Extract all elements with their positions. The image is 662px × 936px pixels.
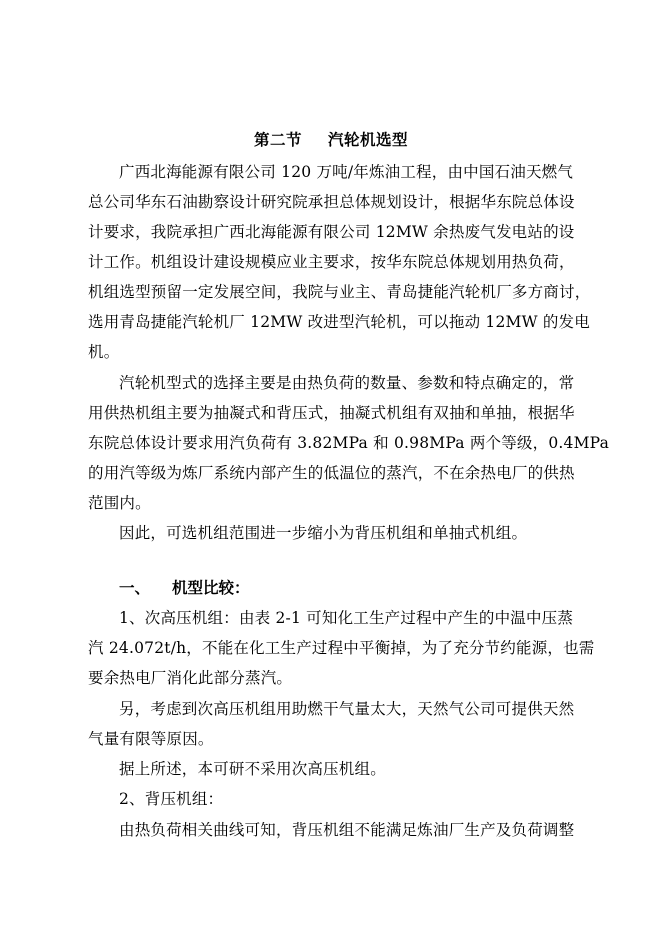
paragraph-1-line: 选用青岛捷能汽轮机厂 12MW 改进型汽轮机，可以拖动 12MW 的发电: [88, 313, 590, 331]
heading-machine-comparison: [119, 576, 250, 598]
paragraph-6: 由热负荷相关曲线可知，背压机组不能满足炼油厂生产及负荷调整: [119, 821, 575, 839]
item-1-line: 汽 24.072t/h，不能在化工生产过程中平衡掉，为了充分节约能源，也需: [88, 639, 595, 657]
section-title: [0, 128, 662, 150]
paragraph-1-line: 广西北海能源有限公司 120 万吨/年炼油工程，由中国石油天燃气: [119, 163, 574, 181]
paragraph-2-line: 汽轮机型式的选择主要是由热负荷的数量、参数和特点确定的，常: [119, 374, 575, 392]
paragraph-4-line: 气量有限等原因。: [88, 730, 214, 748]
paragraph-2-line: 范围内。: [88, 494, 151, 512]
item-1-line: 1、次高压机组：由表 2-1 可知化工生产过程中产生的中温中压蒸: [119, 609, 574, 627]
item-2-heading: 2、背压机组：: [119, 790, 224, 808]
heading-number: 一、: [119, 579, 151, 597]
paragraph-1-line: 计工作。机组设计建设规模应业主要求，按华东院总体规划用热负荷，: [88, 253, 575, 271]
paragraph-5: 据上所述，本可研不采用次高压机组。: [119, 760, 386, 778]
section-number: 第二节: [253, 131, 302, 149]
paragraph-1-line: 机。: [88, 343, 120, 361]
paragraph-1-line: 总公司华东石油勘察设计研究院承担总体规划设计，根据华东院总体设: [88, 193, 575, 211]
section-name: 汽轮机选型: [328, 131, 409, 149]
paragraph-1-line: 机组选型预留一定发展空间，我院与业主、青岛捷能汽轮机厂多方商讨，: [88, 283, 591, 301]
item-1-line: 要余热电厂消化此部分蒸汽。: [88, 669, 293, 687]
paragraph-4-line: 另，考虑到次高压机组用助燃干气量太大，天然气公司可提供天然: [119, 700, 575, 718]
paragraph-3: 因此，可选机组范围进一步缩小为背压机组和单抽式机组。: [119, 524, 528, 542]
paragraph-1-line: 计要求，我院承担广西北海能源有限公司 12MW 余热废气发电站的设: [88, 223, 575, 241]
paragraph-2-line: 东院总体设计要求用汽负荷有 3.82MPa 和 0.98MPa 两个等级，0.4MPa: [88, 434, 610, 452]
paragraph-2-line: 的用汽等级为炼厂系统内部产生的低温位的蒸汽，不在余热电厂的供热: [88, 464, 575, 482]
heading-text: 机型比较：: [172, 579, 250, 597]
paragraph-2-line: 用供热机组主要为抽凝式和背压式，抽凝式机组有双抽和单抽，根据华: [88, 404, 575, 422]
